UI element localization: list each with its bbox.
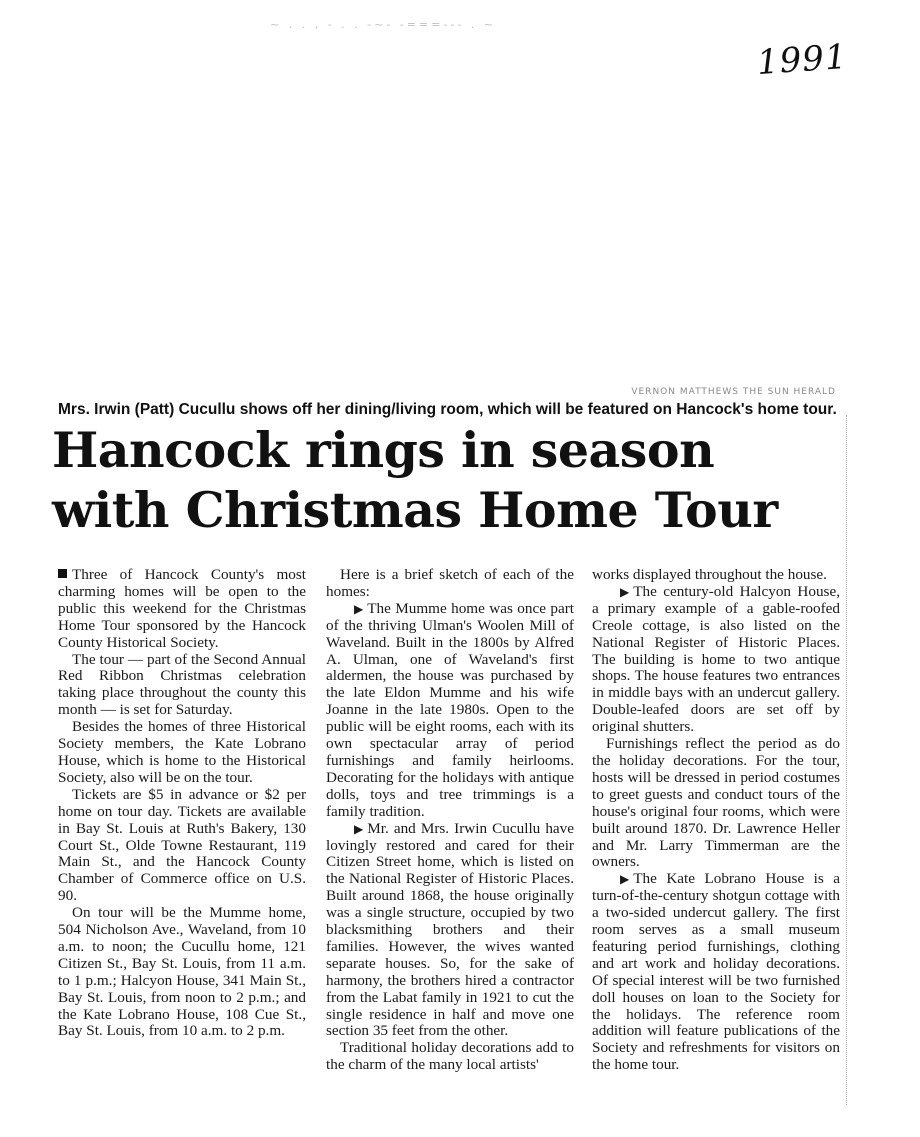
headline-line-2: with Christmas Home Tour (52, 481, 778, 539)
paragraph (592, 871, 840, 1074)
triangle-bullet-icon: ▶ (620, 872, 630, 887)
paragraph-text: The century-old Halcyon House, a primary example of a gable-roofed Creole cottage, is also listed on the National Register of Historic Places. The building is home to two antique shops. The house features two entrances in middle bays with an undercut gallery. Double-leafed doors are set off by original shutters. (592, 582, 840, 736)
paragraph-text: The Mumme home was once part of the thriving Ulman's Woolen Mill of Waveland. Built in the 1800s by Alfred A. Ulman, one of Waveland's first aldermen, the house was purchased by the late Eldon Mumme and his wife Joanne in the late 1980s. Open to the public will be eight rooms, each with its own spectacular array of period furnishings and family heirlooms. Decorating for the holidays with antique dolls, toys and tree trimmings is a family tradition. (326, 599, 574, 820)
paragraph: works displayed throughout the house. (592, 566, 827, 583)
paragraph (326, 601, 574, 821)
paragraph-text: The Kate Lobrano House is a turn-of-the-century shotgun cottage with a two-sided undercut gallery. The first room serves as a small museum featuring period furnishings, clothing and art work and holiday decorations. Of special interest will be two furnished doll houses on loan to the Society for the holidays. The reference room addition will feature publications of the Society and refreshments for visitors on the home tour. (592, 870, 840, 1074)
paragraph: Furnishings reflect the period as do the holiday decorations. For the tour, hosts will be dressed in period costumes to greet guests and conduct tours of the house's original four rooms, which were built around 1870. Dr. Lawrence Heller and Mr. Larry Timmerman are the owners. (592, 735, 840, 871)
paragraph: On tour will be the Mumme home, 504 Nicholson Ave., Waveland, from 10 a.m. to noon; the Cucullu home, 121 Citizen St., Bay St. Louis, from 11 a.m. to 1 p.m.; Halcyon House, 341 Main St., Bay St. Louis, from noon to 2 p.m.; and the Kate Lobrano House, 108 Cue St., Bay St. Louis, from 10 a.m. to 2 p.m. (58, 904, 306, 1040)
article-column-2 (326, 567, 574, 1074)
triangle-bullet-icon: ▶ (620, 584, 630, 599)
paragraph (592, 584, 840, 736)
paragraph-text: Mr. and Mrs. Irwin Cucullu have lovingly restored and cared for their Citizen Street home, which is listed on the National Register of Historic Places. Built around 1868, the house originally was a single structure, occupied by two blacksmithing brothers and their families. However, the wives wanted separate houses. So, for the sake of harmony, the brothers hired a contractor from the Labat family in 1921 to cut the single residence in half and move one section 35 feet from the other. (326, 819, 574, 1040)
paragraph (326, 821, 574, 1041)
headline (52, 420, 852, 540)
clipping-edge (846, 415, 849, 1105)
photo-credit: VERNON MATTHEWS THE SUN HERALD (631, 387, 836, 397)
headline-line-1: Hancock rings in season (52, 421, 715, 479)
photo-caption: Mrs. Irwin (Patt) Cucullu shows off her dining/living room, which will be featured on Hancock's home tour. (58, 401, 837, 418)
article-column-3 (592, 567, 840, 1074)
paragraph: Tickets are $5 in advance or $2 per home on tour day. Tickets are available in Bay St. Louis at Ruth's Bakery, 130 Court St., Olde Towne Restaurant, 119 Main St., and the Hancock County Chamber of Commerce office on U.S. 90. (58, 785, 306, 905)
article-column-1 (58, 567, 306, 1040)
square-bullet-icon (58, 569, 67, 578)
scan-smudge: ~ . . , - . . -~- -===--- . ~ (270, 18, 497, 31)
triangle-bullet-icon: ▶ (354, 601, 364, 616)
paragraph-text: Three of Hancock County's most charming homes will be open to the public this weekend for the Christmas Home Tour sponsored by the Hancock County Historical Society. (58, 566, 306, 651)
paragraph: Besides the homes of three Historical Society members, the Kate Lobrano House, which is home to the Historical Society, also will be on the tour. (58, 718, 306, 786)
triangle-bullet-icon: ▶ (354, 821, 364, 836)
handwritten-year: 1991 (755, 36, 849, 84)
paragraph: The tour — part of the Second Annual Red Ribbon Christmas celebration taking place throughout the county this month — is set for Saturday. (58, 650, 306, 719)
paragraph: Traditional holiday decorations add to the charm of the many local artists' (326, 1039, 574, 1074)
paragraph (58, 567, 306, 652)
paragraph: Here is a brief sketch of each of the homes: (326, 566, 574, 600)
